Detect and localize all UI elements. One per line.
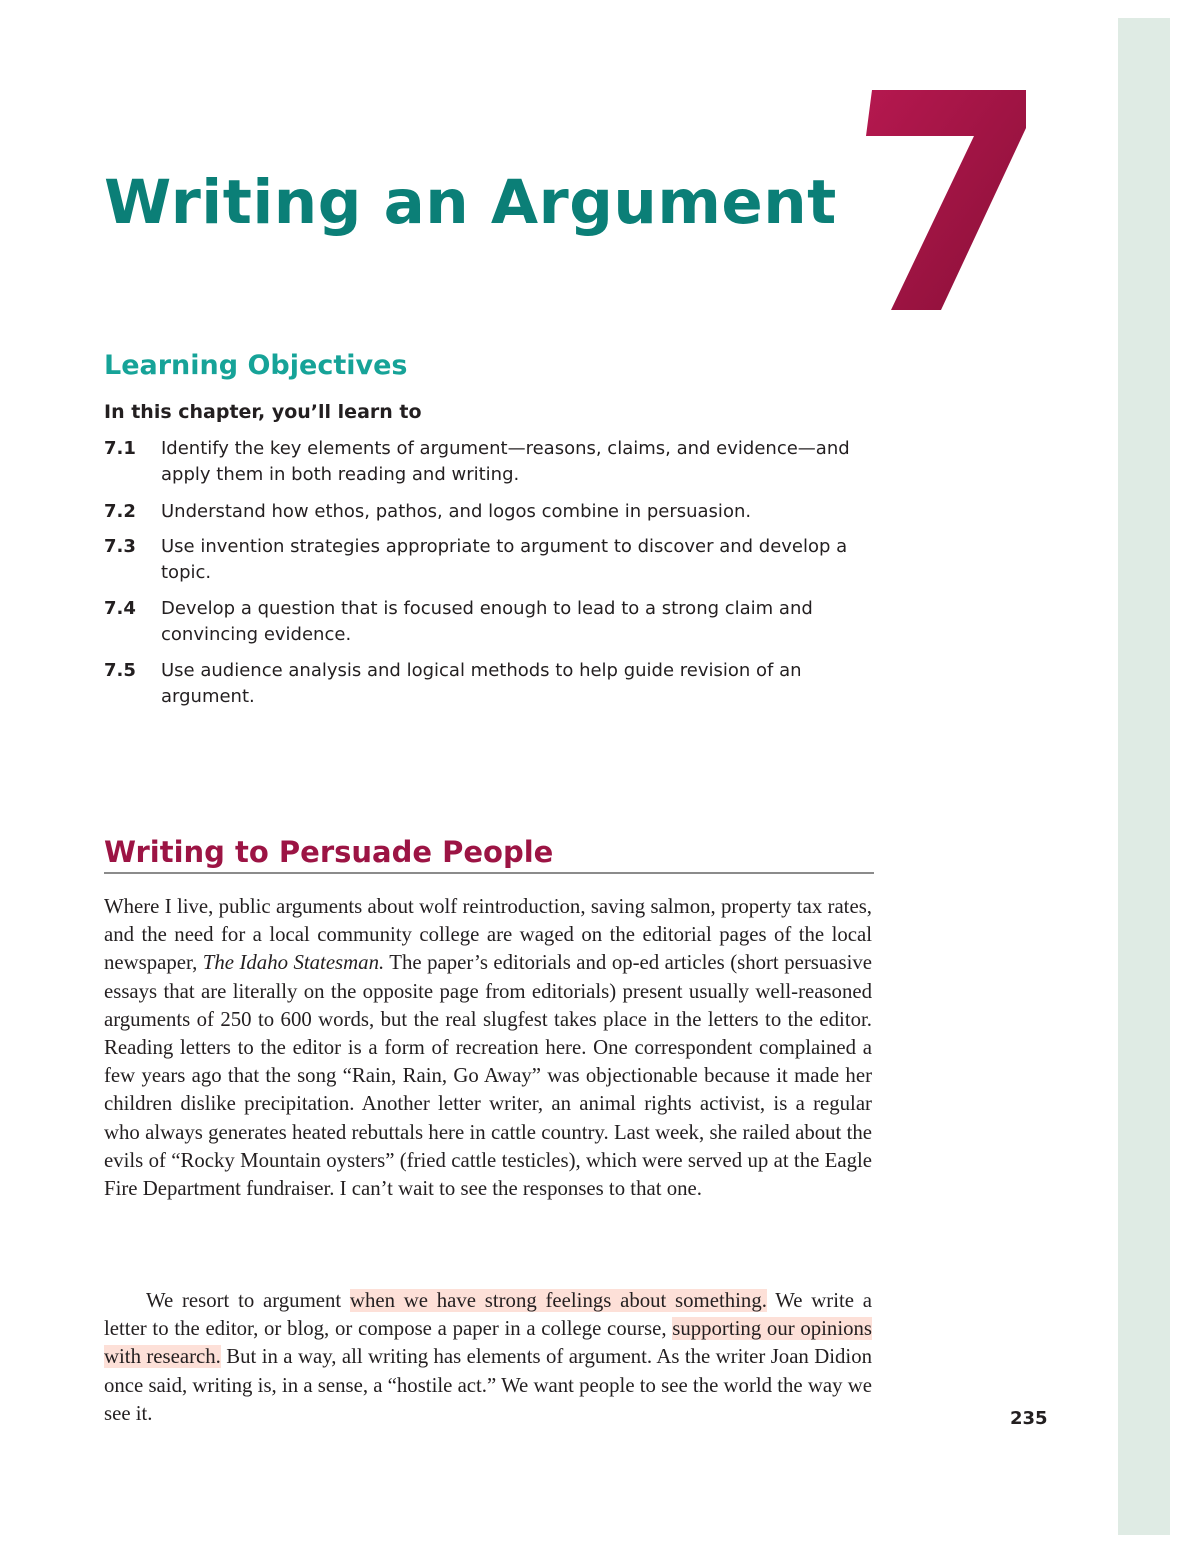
chapter-number-glyph — [866, 90, 1026, 310]
objective-number: 7.5 — [104, 660, 136, 681]
objective-number: 7.2 — [104, 501, 136, 522]
highlighted-text[interactable]: when we have strong feelings about something. — [349, 1289, 767, 1312]
objective-number: 7.3 — [104, 536, 136, 557]
objective-text: Identify the key elements of argument—reasons, claims, and evidence—and apply them in both reading and writing. — [161, 438, 850, 485]
objective-item — [104, 596, 864, 648]
highlighted-text[interactable]: supporting our opinions with research. — [104, 1317, 873, 1369]
objective-text: Use audience analysis and logical methods to help guide revision of an argument. — [161, 660, 802, 707]
chapter-number — [858, 88, 1033, 313]
objective-number: 7.1 — [104, 438, 136, 459]
learning-objectives-heading: Learning Objectives — [104, 350, 408, 381]
learning-objectives-intro: In this chapter, you’ll learn to — [104, 401, 422, 423]
chapter-title: Writing an Argument — [104, 167, 837, 238]
paragraph-text: Where I live, public arguments about wolf reintroduction, saving salmon, property tax rates, and the need for a local community college are waged on the editorial pages of the local newspaper, — [104, 895, 872, 975]
paragraph-text: The paper’s editorials and op-ed articles (short persuasive essays that are literally on the opposite page from editorials) present usually well-reasoned arguments of 250 to 600 words, but the real slugfest takes place in the letters to the editor. Reading letters to the editor is a form of recreation here. One correspondent complained a few years ago that the song “Rain, Rain, Go Away” was objectionable because it made her children dislike precipitation. Another letter writer, an animal rights activist, is a regular who always generates heated rebuttals here in cattle country. Last week, she railed about the evils of “Rocky Mountain oysters” (fried cattle testicles), which were served up at the Eagle Fire Department fundraiser. I can’t wait to see the responses to that one. — [104, 951, 872, 1201]
page-edge-band — [1118, 18, 1170, 1535]
objective-text: Understand how ethos, pathos, and logos combine in persuasion. — [161, 501, 752, 522]
newspaper-title: The Idaho Statesman. — [202, 951, 385, 975]
body-paragraph-1 — [104, 893, 872, 1203]
page-number: 235 — [1010, 1408, 1048, 1429]
body-paragraph-2 — [104, 1287, 872, 1428]
objective-item — [104, 534, 864, 586]
objective-item — [104, 658, 864, 710]
objective-item — [104, 436, 864, 488]
objective-text: Use invention strategies appropriate to argument to discover and develop a topic. — [161, 536, 848, 583]
objective-number: 7.4 — [104, 598, 136, 619]
paragraph-text: We write a letter to the editor, or blog, or compose a paper in a college course, — [104, 1289, 872, 1341]
objective-text: Develop a question that is focused enough to lead to a strong claim and convincing evidence. — [161, 598, 813, 645]
objective-item — [104, 499, 864, 525]
section-heading: Writing to Persuade People — [104, 832, 874, 874]
paragraph-text: We resort to argument — [146, 1289, 350, 1312]
paragraph-text: But in a way, all writing has elements of argument. As the writer Joan Didion once said, writing is, in a sense, a “hostile act.” We want people to see the world the way we see it. — [104, 1345, 873, 1425]
